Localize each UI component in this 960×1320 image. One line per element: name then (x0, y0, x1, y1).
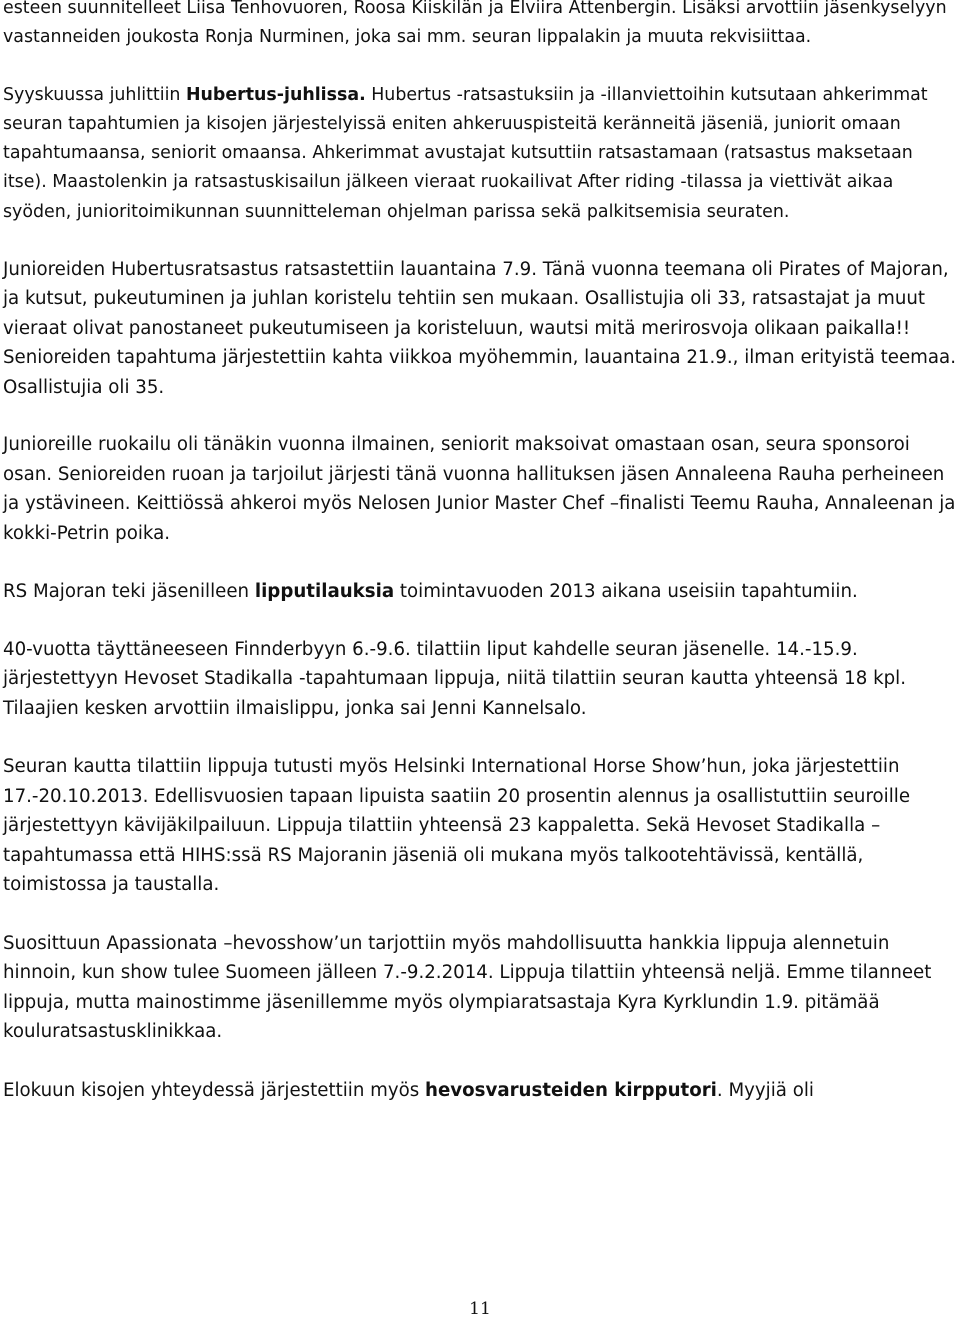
paragraph-1 (3, 0, 958, 53)
paragraph-1-text: esteen suunnitelleet Liisa Tenhovuoren, Roosa Kiiskilän ja Elviira Attenbergin. Lisäksi arvottiin jäsenkyselyyn vastanneiden joukosta Ronja Nurminen, joka sai mm. seuran lippalakin ja muuta rekvisiittaa. (3, 0, 947, 48)
paragraph-2 (3, 81, 958, 227)
paragraph-7-text: Seuran kautta tilattiin lippuja tutusti myös Helsinki International Horse Show’hun, joka järjestettiin 17.-20.10.2013. Edellisvuosien tapaan lipuista saatiin 20 prosentin alennus ja osallistuttiin seuroille järjestettyyn kävijäkilpailuun. Lippuja tilattiin yhteensä 23 kappaletta. Sekä Hevoset Stadikalla –tapahtumassa että HIHS:ssä RS Majoranin jäseniä oli mukana myös talkootehtävissä, kentällä, toimistossa ja taustalla. (3, 756, 911, 896)
paragraph-2-text-b: Hubertus -ratsastuksiin ja -illanviettoihin kutsutaan ahkerimmat seuran tapahtumien ja kisojen järjestelyissä eniten ahkeruuspisteitä keränneitä jäseniä, juniorit omaan tapahtumaansa, seniorit omaansa. Ahkerimmat avustajat kutsuttiin ratsastamaan (ratsastus maksetaan itse). Maastolenkin ja ratsastuskisailun jälkeen vieraat ruokailivat After riding -tilassa ja viettivät aikaa syöden, junioritoimikunnan suunnitteleman ohjelman parissa sekä palkitsemisia seuraten. (3, 84, 928, 222)
paragraph-9 (3, 1076, 958, 1106)
document-page (3, 0, 958, 1105)
paragraph-2-text-a: Syyskuussa juhlittiin (3, 84, 186, 105)
paragraph-2-bold: Hubertus-juhlissa. (185, 84, 366, 105)
paragraph-8-text: Suosittuun Apassionata –hevosshow’un tarjottiin myös mahdollisuutta hankkia lippuja alennetuin hinnoin, kun show tulee Suomeen jälleen 7.-9.2.2014. Lippuja tilattiin yhteensä neljä. Emme tilanneet lippuja, mutta mainostimme jäsenillemme myös olympiaratsastaja Kyra Kyrklundin 1.9. pitämää kouluratsastusklinikkaa. (3, 932, 932, 1043)
paragraph-6 (3, 635, 958, 724)
paragraph-9-text-b: . Myyjiä oli (716, 1079, 814, 1101)
paragraph-8 (3, 929, 958, 1047)
paragraph-5-text-a: RS Majoran teki jäsenilleen (3, 581, 255, 603)
page-number: 11 (469, 1299, 491, 1319)
paragraph-5-bold: lipputilauksia (254, 581, 395, 603)
paragraph-9-bold: hevosvarusteiden kirpputori (425, 1079, 717, 1101)
paragraph-3-text: Junioreiden Hubertusratsastus ratsastettiin lauantaina 7.9. Tänä vuonna teemana oli Pirates of Majoran, ja kutsut, pukeutuminen ja juhlan koristelu tehtiin sen mukaan. Osallistujia oli 33, ratsastajat ja muut vieraat olivat panostaneet pukeutumiseen ja koristeluun, wautsi mitä merirosvoja olikaan paikalla!! Senioreiden tapahtuma järjestettiin kahta viikkoa myöhemmin, lauantaina 21.9., ilman erityistä teemaa. Osallistujia oli 35. (3, 258, 956, 398)
paragraph-6-text: 40-vuotta täyttäneeseen Finnderbyyn 6.-9.6. tilattiin liput kahdelle seuran jäsenelle. 14.-15.9. järjestettyyn Hevoset Stadikalla -tapahtumaan lippuja, niitä tilattiin seuran kautta yhteensä 18 kpl. Tilaajien kesken arvottiin ilmaislippu, jonka sai Jenni Kannelsalo. (3, 638, 906, 719)
paragraph-7 (3, 752, 958, 900)
paragraph-5 (3, 577, 958, 607)
paragraph-9-text-a: Elokuun kisojen yhteydessä järjestettiin myös (3, 1079, 425, 1101)
paragraph-4 (3, 430, 958, 548)
paragraph-4-text: Junioreille ruokailu oli tänäkin vuonna ilmainen, seniorit maksoivat omastaan osan, seura sponsoroi osan. Senioreiden ruoan ja tarjoilut järjesti tänä vuonna hallituksen jäsen Annaleena Rauha perheineen ja ystävineen. Keittiössä ahkeroi myös Nelosen Junior Master Chef –finalisti Teemu Rauha, Annaleenan ja kokki-Petrin poika. (3, 434, 956, 544)
paragraph-5-text-b: toimintavuoden 2013 aikana useisiin tapahtumiin. (394, 581, 858, 603)
paragraph-3 (3, 255, 958, 403)
